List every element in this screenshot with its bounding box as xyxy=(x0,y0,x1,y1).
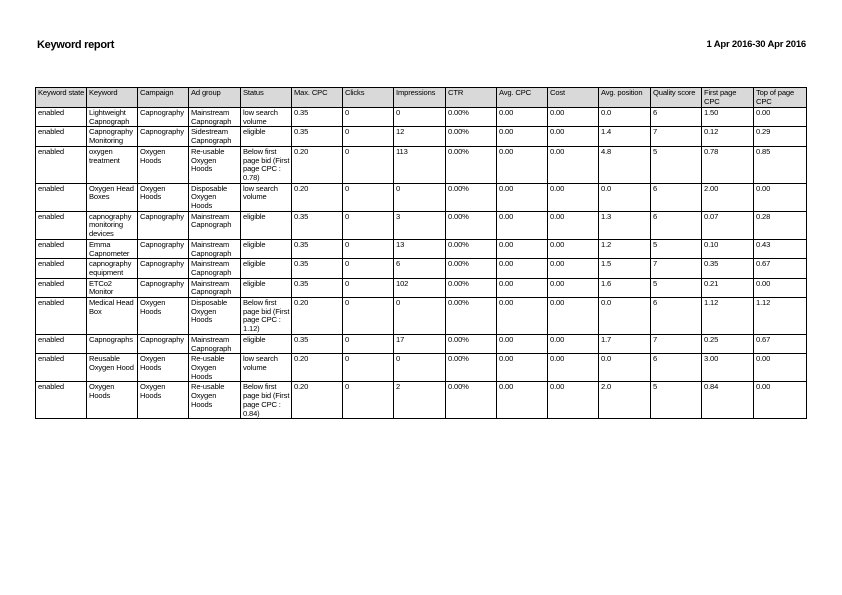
table-cell: enabled xyxy=(36,278,87,297)
table-cell: 0.0 xyxy=(599,298,651,335)
table-cell: 0.28 xyxy=(754,211,807,239)
table-cell: 0.00 xyxy=(497,382,548,419)
report-date-range: 1 Apr 2016-30 Apr 2016 xyxy=(706,39,806,50)
table-cell: 0.00 xyxy=(754,183,807,211)
table-cell: 0.00 xyxy=(548,127,599,146)
table-cell: 0 xyxy=(343,278,394,297)
table-cell: 0.00 xyxy=(497,354,548,382)
table-cell: 0.35 xyxy=(292,127,343,146)
table-cell: 0 xyxy=(343,211,394,239)
table-row xyxy=(36,298,807,335)
table-cell: 0.00 xyxy=(548,259,599,278)
table-cell: 0.00 xyxy=(548,146,599,183)
table-cell: 0 xyxy=(394,298,446,335)
table-cell: 0 xyxy=(343,354,394,382)
table-cell: Oxygen Hoods xyxy=(138,354,189,382)
table-row xyxy=(36,334,807,353)
table-cell: 0.00 xyxy=(548,354,599,382)
table-cell: Oxygen Hoods xyxy=(87,382,138,419)
table-cell: 6 xyxy=(651,183,702,211)
table-row xyxy=(36,108,807,127)
table-cell: 0.00% xyxy=(446,127,497,146)
table-cell: eligible xyxy=(241,278,292,297)
table-cell: 0.43 xyxy=(754,239,807,258)
table-cell: Capnography xyxy=(138,334,189,353)
column-header: Clicks xyxy=(343,88,394,108)
table-cell: eligible xyxy=(241,239,292,258)
table-cell: Below first page bid (First page CPC : 1.12) xyxy=(241,298,292,335)
table-cell: 0 xyxy=(343,259,394,278)
table-cell: Below first page bid (First page CPC : 0.84) xyxy=(241,382,292,419)
table-cell: 0.21 xyxy=(702,278,754,297)
table-cell: Capnography xyxy=(138,127,189,146)
table-cell: 5 xyxy=(651,146,702,183)
table-cell: 0 xyxy=(343,239,394,258)
table-cell: 0 xyxy=(394,354,446,382)
table-cell: 0 xyxy=(343,334,394,353)
table-cell: ETCo2 Monitor xyxy=(87,278,138,297)
table-cell: 0.00% xyxy=(446,278,497,297)
table-cell: Re-usable Oxygen Hoods xyxy=(189,146,241,183)
table-cell: 0.20 xyxy=(292,146,343,183)
table-cell: 0.35 xyxy=(292,278,343,297)
table-cell: Capnography Monitoring xyxy=(87,127,138,146)
table-cell: 0.00 xyxy=(548,382,599,419)
table-cell: 0.00 xyxy=(754,354,807,382)
table-cell: Capnography xyxy=(138,211,189,239)
table-body xyxy=(36,108,807,419)
column-header: Impressions xyxy=(394,88,446,108)
table-cell: 7 xyxy=(651,334,702,353)
report-title: Keyword report xyxy=(37,39,115,51)
table-cell: Oxygen Hoods xyxy=(138,382,189,419)
table-cell: 0.67 xyxy=(754,334,807,353)
table-cell: 12 xyxy=(394,127,446,146)
table-cell: 0 xyxy=(343,382,394,419)
table-cell: enabled xyxy=(36,183,87,211)
table-cell: Oxygen Hoods xyxy=(138,298,189,335)
table-row xyxy=(36,382,807,419)
column-header: Campaign xyxy=(138,88,189,108)
table-cell: eligible xyxy=(241,334,292,353)
table-cell: enabled xyxy=(36,259,87,278)
table-cell: 0 xyxy=(343,183,394,211)
table-cell: Capnographs xyxy=(87,334,138,353)
table-cell: 0.10 xyxy=(702,239,754,258)
table-cell: 0.00% xyxy=(446,259,497,278)
table-cell: Lightweight Capnograph xyxy=(87,108,138,127)
table-cell: 0.67 xyxy=(754,259,807,278)
table-cell: 0.00 xyxy=(497,334,548,353)
table-cell: 0.00 xyxy=(497,211,548,239)
table-cell: 0 xyxy=(343,127,394,146)
table-cell: low search volume xyxy=(241,108,292,127)
table-row xyxy=(36,183,807,211)
table-cell: eligible xyxy=(241,127,292,146)
table-cell: 6 xyxy=(651,108,702,127)
column-header: Max. CPC xyxy=(292,88,343,108)
table-cell: 0.20 xyxy=(292,298,343,335)
table-cell: 0.00 xyxy=(754,108,807,127)
table-header xyxy=(36,88,807,108)
table-cell: 113 xyxy=(394,146,446,183)
table-cell: Mainstream Capnograph xyxy=(189,278,241,297)
keyword-report-table xyxy=(35,87,807,419)
header-row xyxy=(36,88,807,108)
table-cell: 0.0 xyxy=(599,354,651,382)
table-cell: 0 xyxy=(394,183,446,211)
table-cell: capnography equipment xyxy=(87,259,138,278)
table-cell: 0 xyxy=(394,108,446,127)
table-cell: 1.3 xyxy=(599,211,651,239)
table-cell: Oxygen Head Boxes xyxy=(87,183,138,211)
table-cell: 0.00 xyxy=(497,298,548,335)
table-cell: 0.29 xyxy=(754,127,807,146)
table-cell: 0.78 xyxy=(702,146,754,183)
table-cell: Capnography xyxy=(138,108,189,127)
table-cell: 0 xyxy=(343,108,394,127)
column-header: Avg. CPC xyxy=(497,88,548,108)
table-cell: 0.00 xyxy=(497,127,548,146)
table-cell: 1.5 xyxy=(599,259,651,278)
table-cell: low search volume xyxy=(241,354,292,382)
table-cell: 0.00 xyxy=(548,298,599,335)
table-cell: 0.20 xyxy=(292,183,343,211)
table-cell: 0.12 xyxy=(702,127,754,146)
table-cell: 2 xyxy=(394,382,446,419)
table-cell: 0.0 xyxy=(599,183,651,211)
table-cell: 0.35 xyxy=(292,259,343,278)
table-cell: eligible xyxy=(241,211,292,239)
table-cell: 0 xyxy=(343,298,394,335)
table-cell: 7 xyxy=(651,259,702,278)
table-cell: 2.00 xyxy=(702,183,754,211)
table-cell: 1.50 xyxy=(702,108,754,127)
table-cell: 0.35 xyxy=(292,108,343,127)
table-cell: Oxygen Hoods xyxy=(138,146,189,183)
table-cell: 0.00 xyxy=(754,278,807,297)
table-cell: 0.20 xyxy=(292,354,343,382)
table-cell: Below first page bid (First page CPC : 0.78) xyxy=(241,146,292,183)
table-cell: 0.00 xyxy=(497,108,548,127)
table-cell: 0.35 xyxy=(292,211,343,239)
table-cell: capnography monitoring devices xyxy=(87,211,138,239)
column-header: Ad group xyxy=(189,88,241,108)
table-cell: 0.35 xyxy=(702,259,754,278)
table-row xyxy=(36,278,807,297)
table-cell: 102 xyxy=(394,278,446,297)
table-row xyxy=(36,146,807,183)
table-cell: Mainstream Capnograph xyxy=(189,259,241,278)
table-cell: 1.12 xyxy=(754,298,807,335)
table-cell: Re-usable Oxygen Hoods xyxy=(189,382,241,419)
table-cell: eligible xyxy=(241,259,292,278)
table-cell: 0.00 xyxy=(548,183,599,211)
table-cell: Oxygen Hoods xyxy=(138,183,189,211)
table-cell: Re-usable Oxygen Hoods xyxy=(189,354,241,382)
table-cell: 0.00% xyxy=(446,108,497,127)
table-cell: 1.6 xyxy=(599,278,651,297)
table-cell: 0.25 xyxy=(702,334,754,353)
table-cell: 13 xyxy=(394,239,446,258)
column-header: Avg. position xyxy=(599,88,651,108)
table-cell: 0.00 xyxy=(497,146,548,183)
column-header: Keyword xyxy=(87,88,138,108)
table-cell: enabled xyxy=(36,298,87,335)
table-cell: Reusable Oxygen Hood xyxy=(87,354,138,382)
table-cell: 0.00% xyxy=(446,382,497,419)
table-cell: Mainstream Capnograph xyxy=(189,211,241,239)
table-cell: 1.4 xyxy=(599,127,651,146)
table-cell: 0.00 xyxy=(548,211,599,239)
table-cell: Emma Capnometer xyxy=(87,239,138,258)
table-cell: 1.2 xyxy=(599,239,651,258)
table-cell: 0.35 xyxy=(292,334,343,353)
table-cell: 0.00% xyxy=(446,211,497,239)
table-cell: low search volume xyxy=(241,183,292,211)
column-header: Status xyxy=(241,88,292,108)
table-cell: 7 xyxy=(651,127,702,146)
table-cell: 0.00% xyxy=(446,298,497,335)
table-cell: 0.00% xyxy=(446,146,497,183)
table-row xyxy=(36,127,807,146)
table-cell: Mainstream Capnograph xyxy=(189,334,241,353)
table-cell: oxygen treatment xyxy=(87,146,138,183)
column-header: First page CPC xyxy=(702,88,754,108)
table-cell: 6 xyxy=(394,259,446,278)
table-cell: 0.00% xyxy=(446,239,497,258)
table-cell: 0.00 xyxy=(548,278,599,297)
table-cell: 0.85 xyxy=(754,146,807,183)
table-row xyxy=(36,259,807,278)
table-cell: 0.84 xyxy=(702,382,754,419)
table-cell: 2.0 xyxy=(599,382,651,419)
table-cell: 0.00 xyxy=(548,334,599,353)
table-cell: 0.00 xyxy=(754,382,807,419)
table-cell: Disposable Oxygen Hoods xyxy=(189,183,241,211)
table-cell: enabled xyxy=(36,382,87,419)
table-cell: 6 xyxy=(651,298,702,335)
table-cell: 0.00 xyxy=(548,239,599,258)
table-cell: 17 xyxy=(394,334,446,353)
table-cell: Disposable Oxygen Hoods xyxy=(189,298,241,335)
column-header: CTR xyxy=(446,88,497,108)
table-cell: 5 xyxy=(651,239,702,258)
column-header: Cost xyxy=(548,88,599,108)
table-cell: 6 xyxy=(651,354,702,382)
table-row xyxy=(36,354,807,382)
table-cell: 0.00 xyxy=(497,239,548,258)
table-cell: 5 xyxy=(651,382,702,419)
table-cell: Capnography xyxy=(138,259,189,278)
table-cell: enabled xyxy=(36,239,87,258)
table-cell: 0.00% xyxy=(446,354,497,382)
table-cell: 3.00 xyxy=(702,354,754,382)
table-cell: 0.07 xyxy=(702,211,754,239)
table-row xyxy=(36,211,807,239)
table-cell: enabled xyxy=(36,211,87,239)
table-cell: enabled xyxy=(36,334,87,353)
table-cell: Sidestream Capnograph xyxy=(189,127,241,146)
table-cell: enabled xyxy=(36,127,87,146)
table-cell: 1.12 xyxy=(702,298,754,335)
table-cell: 0.35 xyxy=(292,239,343,258)
table-cell: Capnography xyxy=(138,278,189,297)
table-cell: Capnography xyxy=(138,239,189,258)
table-cell: 0.00 xyxy=(497,278,548,297)
table-cell: 0.00% xyxy=(446,334,497,353)
table-cell: 3 xyxy=(394,211,446,239)
table-cell: 0.20 xyxy=(292,382,343,419)
table-cell: 0.00% xyxy=(446,183,497,211)
column-header: Quality score xyxy=(651,88,702,108)
table-cell: 0.00 xyxy=(497,259,548,278)
table-cell: 1.7 xyxy=(599,334,651,353)
table-cell: 0.00 xyxy=(497,183,548,211)
table-cell: 4.8 xyxy=(599,146,651,183)
column-header: Top of page CPC xyxy=(754,88,807,108)
table-cell: Mainstream Capnograph xyxy=(189,239,241,258)
table-cell: 0.0 xyxy=(599,108,651,127)
table-cell: Mainstream Capnograph xyxy=(189,108,241,127)
table-cell: enabled xyxy=(36,146,87,183)
column-header: Keyword state xyxy=(36,88,87,108)
table-cell: 0 xyxy=(343,146,394,183)
table-cell: enabled xyxy=(36,354,87,382)
table-cell: enabled xyxy=(36,108,87,127)
table-cell: 0.00 xyxy=(548,108,599,127)
table-row xyxy=(36,239,807,258)
table-cell: 5 xyxy=(651,278,702,297)
table-cell: 6 xyxy=(651,211,702,239)
table-cell: Medical Head Box xyxy=(87,298,138,335)
